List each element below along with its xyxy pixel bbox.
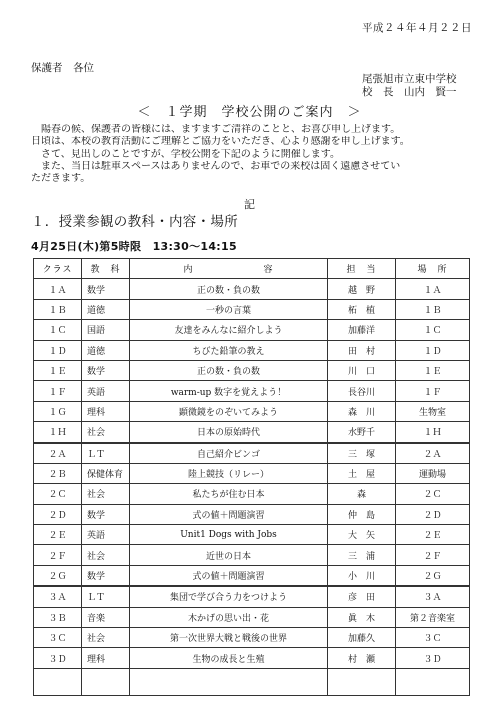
header-subject: 教 科 bbox=[82, 259, 130, 279]
table-row bbox=[34, 565, 470, 586]
table-row bbox=[34, 628, 470, 648]
cell-content: 正の数・負の数 bbox=[130, 360, 328, 380]
table-header-row bbox=[34, 259, 470, 279]
cell-subject: 道徳 bbox=[82, 299, 130, 319]
cell-teacher: 村 瀬 bbox=[328, 648, 396, 668]
cell-place: １Ｅ bbox=[396, 360, 470, 380]
cell-teacher: 土 屋 bbox=[328, 463, 396, 483]
cell-subject: 英語 bbox=[82, 525, 130, 545]
cell-place: １Ｆ bbox=[396, 381, 470, 401]
cell-subject: 音楽 bbox=[82, 607, 130, 627]
cell-class: １Ａ bbox=[34, 279, 82, 299]
cell-place: ３Ａ bbox=[396, 586, 470, 607]
cell-subject: 社会 bbox=[82, 545, 130, 565]
cell-content: 第一次世界大戦と戦後の世界 bbox=[130, 628, 328, 648]
cell-subject: 数学 bbox=[82, 504, 130, 524]
cell-subject: ＬＴ bbox=[82, 443, 130, 464]
cell-content: 自己紹介ビンゴ bbox=[130, 443, 328, 464]
cell-subject: 社会 bbox=[82, 484, 130, 504]
body-line: ただきます。 bbox=[31, 173, 91, 185]
cell-teacher: 大 矢 bbox=[328, 525, 396, 545]
cell-class: ２Ａ bbox=[34, 443, 82, 464]
school-name: 尾張旭市立東中学校 bbox=[362, 73, 457, 85]
cell-subject: 数学 bbox=[82, 360, 130, 380]
ki-marker: 記 bbox=[244, 198, 255, 211]
cell-subject: ＬＴ bbox=[82, 586, 130, 607]
cell-teacher: 加藤洋 bbox=[328, 320, 396, 340]
table-row bbox=[34, 279, 470, 299]
cell-place: １Ｄ bbox=[396, 340, 470, 360]
table-row bbox=[34, 401, 470, 421]
table-row bbox=[34, 504, 470, 524]
table-row bbox=[34, 545, 470, 565]
cell-class bbox=[34, 668, 82, 695]
section-title: １．授業参観の教科・内容・場所 bbox=[31, 214, 238, 230]
cell-class: １Ｄ bbox=[34, 340, 82, 360]
cell-class: １Ｈ bbox=[34, 422, 82, 443]
cell-content: warm-up 数字を覚えよう！ bbox=[130, 381, 328, 401]
cell-place: ２Ａ bbox=[396, 443, 470, 464]
cell-class: １Ｃ bbox=[34, 320, 82, 340]
cell-class: ２Ｇ bbox=[34, 565, 82, 586]
table-row bbox=[34, 381, 470, 401]
cell-content: 友達をみんなに紹介しよう bbox=[130, 320, 328, 340]
cell-place: 第２音楽室 bbox=[396, 607, 470, 627]
cell-class: １Ｆ bbox=[34, 381, 82, 401]
cell-class: ２Ｆ bbox=[34, 545, 82, 565]
cell-subject: 道徳 bbox=[82, 340, 130, 360]
cell-teacher: 柘 植 bbox=[328, 299, 396, 319]
cell-subject: 数学 bbox=[82, 565, 130, 586]
cell-class: １Ｅ bbox=[34, 360, 82, 380]
cell-content: 生物の成長と生殖 bbox=[130, 648, 328, 668]
cell-content: 私たちが住む日本 bbox=[130, 484, 328, 504]
cell-class: ３Ａ bbox=[34, 586, 82, 607]
table-row bbox=[34, 340, 470, 360]
cell-teacher: 長谷川 bbox=[328, 381, 396, 401]
cell-place: １Ｃ bbox=[396, 320, 470, 340]
table-row bbox=[34, 668, 470, 695]
header-place: 場 所 bbox=[396, 259, 470, 279]
table-row bbox=[34, 299, 470, 319]
table-row bbox=[34, 648, 470, 668]
cell-place: １Ｈ bbox=[396, 422, 470, 443]
cell-content: ちびた鉛筆の教え bbox=[130, 340, 328, 360]
cell-class: ３Ｄ bbox=[34, 648, 82, 668]
greeting-body bbox=[31, 124, 471, 185]
cell-place: １Ａ bbox=[396, 279, 470, 299]
cell-content bbox=[130, 668, 328, 695]
table-row bbox=[34, 443, 470, 464]
cell-teacher: 眞 木 bbox=[328, 607, 396, 627]
cell-place: ２Ｇ bbox=[396, 565, 470, 586]
principal-name: 校 長 山内 賢一 bbox=[362, 86, 457, 98]
cell-class: ２Ｅ bbox=[34, 525, 82, 545]
cell-content: 集団で学び合う力をつけよう bbox=[130, 586, 328, 607]
cell-place: ２Ｄ bbox=[396, 504, 470, 524]
cell-subject: 保健体育 bbox=[82, 463, 130, 483]
cell-subject: 国語 bbox=[82, 320, 130, 340]
cell-teacher: 彦 田 bbox=[328, 586, 396, 607]
table-row bbox=[34, 320, 470, 340]
cell-subject: 社会 bbox=[82, 628, 130, 648]
header-teacher: 担 当 bbox=[328, 259, 396, 279]
cell-content: 陸上競技（リレー） bbox=[130, 463, 328, 483]
cell-teacher: 田 村 bbox=[328, 340, 396, 360]
table-row bbox=[34, 463, 470, 483]
cell-class: ３Ｂ bbox=[34, 607, 82, 627]
schedule-when: 4月25日(木)第5時限 13:30～14:15 bbox=[31, 240, 237, 253]
cell-content: 正の数・負の数 bbox=[130, 279, 328, 299]
cell-teacher: 越 野 bbox=[328, 279, 396, 299]
body-line: 陽春の候、保護者の皆様には、ますますご清祥のことと、お喜び申し上げます。 bbox=[31, 124, 401, 135]
header-content: 内 容 bbox=[130, 259, 328, 279]
cell-subject: 社会 bbox=[82, 422, 130, 443]
cell-teacher: 水野千 bbox=[328, 422, 396, 443]
document-title: ＜ １学期 学校公開のご案内 ＞ bbox=[137, 105, 362, 120]
cell-content: 一秒の言葉 bbox=[130, 299, 328, 319]
body-line: 日頃は、本校の教育活動にご理解とご協力をいただき、心より感謝を申し上げます。 bbox=[31, 136, 410, 148]
cell-content: 近世の日本 bbox=[130, 545, 328, 565]
table-row bbox=[34, 422, 470, 443]
cell-teacher bbox=[328, 668, 396, 695]
cell-content: 式の値＋問題演習 bbox=[130, 504, 328, 524]
cell-content: 式の値＋問題演習 bbox=[130, 565, 328, 586]
table-row bbox=[34, 607, 470, 627]
body-line: さて、見出しのことですが、学校公開を下記のように開催します。 bbox=[31, 148, 340, 160]
table-row bbox=[34, 484, 470, 504]
cell-content: 木かげの思い出・花 bbox=[130, 607, 328, 627]
cell-class: ２Ｄ bbox=[34, 504, 82, 524]
cell-place: 生物室 bbox=[396, 401, 470, 421]
cell-teacher: 小 川 bbox=[328, 565, 396, 586]
cell-class: ２Ｃ bbox=[34, 484, 82, 504]
cell-teacher: 森 bbox=[328, 484, 396, 504]
cell-content: 顕微鏡をのぞいてみよう bbox=[130, 401, 328, 421]
cell-subject: 英語 bbox=[82, 381, 130, 401]
cell-class: １Ｇ bbox=[34, 401, 82, 421]
table-row bbox=[34, 360, 470, 380]
cell-place: ３Ｄ bbox=[396, 648, 470, 668]
cell-teacher: 三 塚 bbox=[328, 443, 396, 464]
cell-place: 運動場 bbox=[396, 463, 470, 483]
cell-place: ２Ｃ bbox=[396, 484, 470, 504]
cell-subject: 理科 bbox=[82, 648, 130, 668]
cell-class: ２Ｂ bbox=[34, 463, 82, 483]
cell-place bbox=[396, 668, 470, 695]
table-row bbox=[34, 586, 470, 607]
document-date: 平成２４年４月２２日 bbox=[362, 22, 472, 34]
cell-teacher: 仲 島 bbox=[328, 504, 396, 524]
cell-place: ２Ｅ bbox=[396, 525, 470, 545]
cell-class: ３Ｃ bbox=[34, 628, 82, 648]
cell-subject bbox=[82, 668, 130, 695]
cell-place: ２Ｆ bbox=[396, 545, 470, 565]
header-class: クラス bbox=[34, 259, 82, 279]
cell-teacher: 加藤久 bbox=[328, 628, 396, 648]
cell-content: Unit1 Dogs with Jobs bbox=[130, 525, 328, 545]
cell-teacher: 森 川 bbox=[328, 401, 396, 421]
schedule-table bbox=[33, 258, 470, 696]
cell-subject: 理科 bbox=[82, 401, 130, 421]
cell-class: １Ｂ bbox=[34, 299, 82, 319]
cell-subject: 数学 bbox=[82, 279, 130, 299]
cell-place: ３Ｃ bbox=[396, 628, 470, 648]
table-row bbox=[34, 525, 470, 545]
addressee: 保護者 各位 bbox=[31, 62, 94, 74]
body-line: また、当日は駐車スペースはありませんので、お車での来校は固く遠慮させてい bbox=[31, 160, 401, 172]
cell-teacher: 三 浦 bbox=[328, 545, 396, 565]
cell-content: 日本の原始時代 bbox=[130, 422, 328, 443]
cell-teacher: 川 口 bbox=[328, 360, 396, 380]
cell-place: １Ｂ bbox=[396, 299, 470, 319]
table-body bbox=[34, 279, 470, 695]
